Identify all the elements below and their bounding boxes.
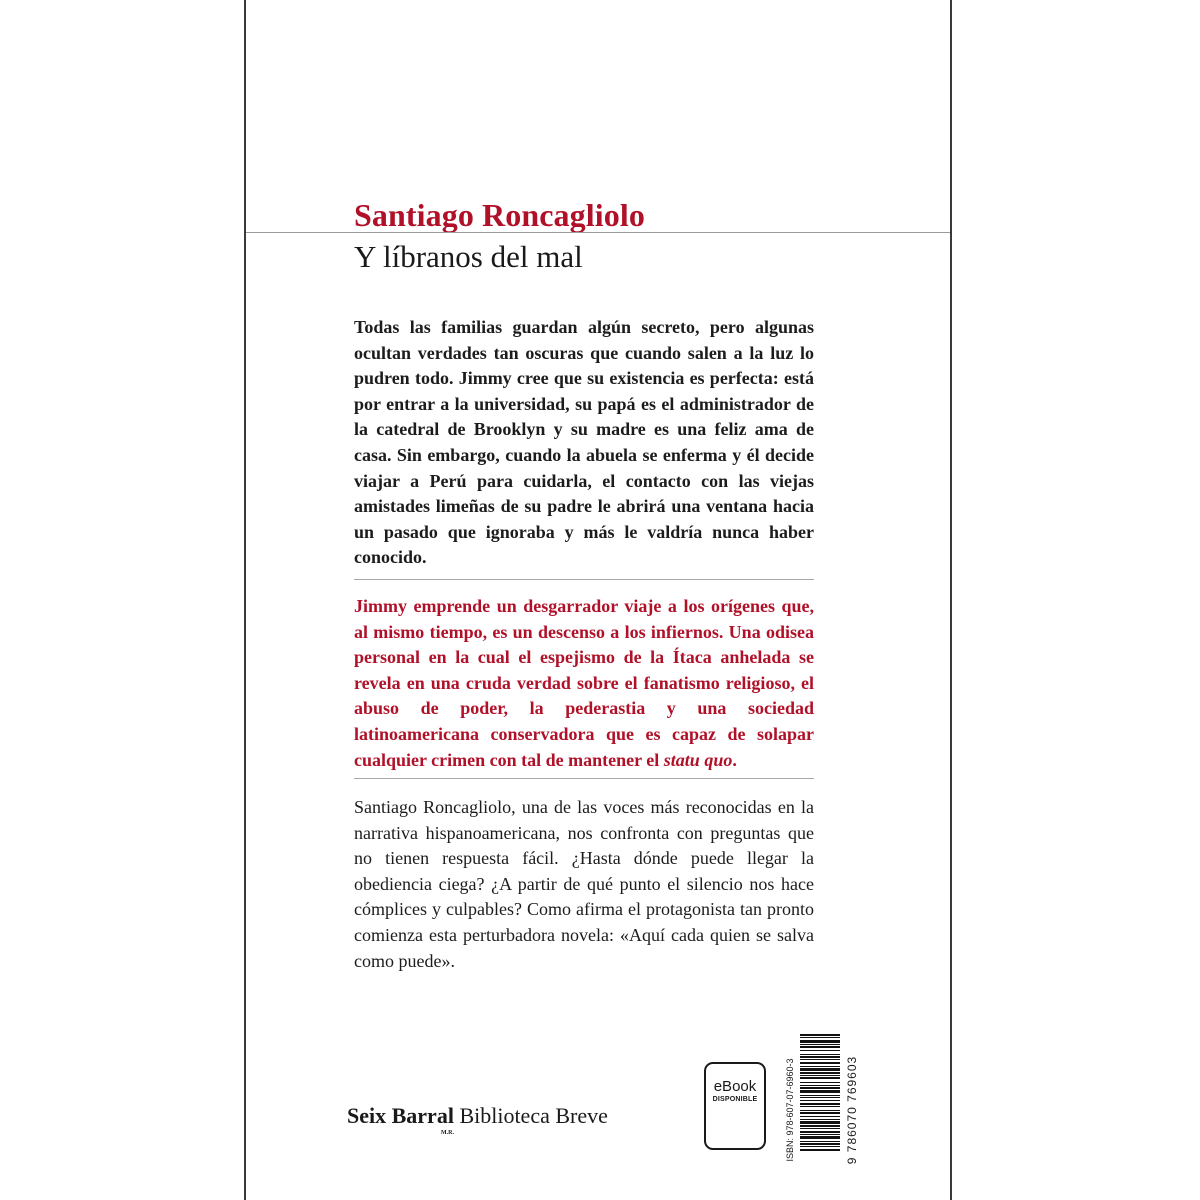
- publisher-collection: Biblioteca Breve: [459, 1103, 608, 1128]
- isbn-text: ISBN: 978-607-07-6960-3: [785, 1058, 795, 1162]
- ebook-sublabel: DISPONIBLE: [712, 1096, 758, 1103]
- publisher-trademark: M.R.: [441, 1130, 454, 1136]
- author-blurb-paragraph: Santiago Roncagliolo, una de las voces más reconocidas en la narrativa hispanoamericana, nos confronta con preguntas que no tienen respuesta fácil. ¿Hasta dónde puede llegar la obediencia ciega? ¿A partir de qué punto el silencio nos hace cómplices y culpables? Como afirma el protagonista tan pronto comienza esta perturbadora novela: «Aquí cada quien se salva como puede».: [354, 797, 814, 971]
- ebook-label: eBook: [713, 1078, 757, 1095]
- book-title: Y líbranos del mal: [354, 239, 583, 274]
- author-name: Santiago Roncagliolo: [354, 197, 645, 233]
- highlight-text: Jimmy emprende un desgarrador viaje a los orígenes que, al mismo tiempo, es un descenso a los infiernos. Una odisea personal en la cual el espejismo de la Ítaca anhelada se revela en una cruda verdad sobre el fanatismo religioso, el abuso de poder, la pederastia y una sociedad latinoamericana conservadora que es capaz de solapar cualquier crimen con tal de mantener el: [354, 596, 814, 770]
- publisher-brand: Seix Barral: [347, 1103, 454, 1128]
- highlight-end: .: [732, 749, 737, 770]
- ebook-badge-icon: [704, 1062, 766, 1150]
- section-divider-1: [354, 579, 814, 580]
- title-divider: [246, 232, 950, 233]
- publisher-imprint: [347, 1103, 608, 1136]
- highlight-paragraph: [354, 594, 814, 773]
- section-divider-2: [354, 778, 814, 779]
- ean-digits: 9 786070 769603: [845, 1055, 859, 1165]
- highlight-italic: statu quo: [663, 749, 733, 770]
- synopsis-paragraph: Todas las familias guardan algún secreto, pero algunas ocultan verdades tan oscuras que cuando salen a la luz lo pudren todo. Jimmy cree que su existencia es perfecta: está por entrar a la universidad, su papá es el administrador de la catedral de Brooklyn y su madre es una feliz ama de casa. Sin embargo, cuando la abuela se enferma y él decide viajar a Perú para cuidarla, el contacto con las viejas amistades limeñas de su padre le abrirá una ventana hacia un pasado que ignoraba y más le valdría nunca haber conocido.: [354, 317, 814, 568]
